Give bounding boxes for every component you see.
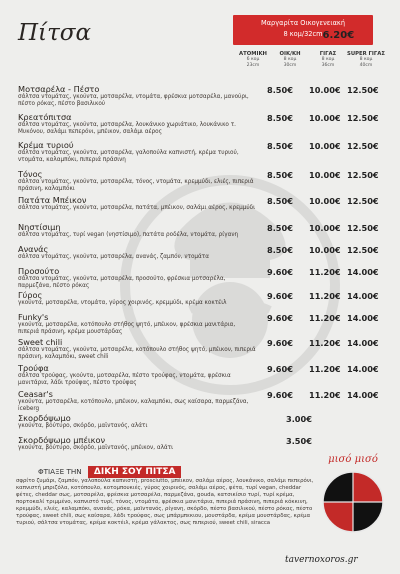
- item-description: γκούντα, μοτσαρέλα, κοτόπουλο στήθος ψητό, μπέικον, φρέσκια μανιτάρια, πιπεριά πράσινη, κρέμα μουστάρδας: [18, 322, 236, 336]
- item-name: Ceasar's: [18, 389, 53, 399]
- item-description: γκούντα, βούτυρο, σκόρδο, μαϊντανός, μπέικον, αλάτι: [18, 445, 174, 451]
- item-price: 9.60€: [267, 364, 293, 374]
- item-description: σάλτσα ντομάτας, γκούντα, μοτσαρέλα, προσούτο, φρέσκια μοτσαρέλα, παρμεζάνα, πέστο ρόκας: [18, 276, 226, 290]
- item-price: 8.50€: [267, 141, 293, 151]
- menu-item: [18, 290, 398, 307]
- size-slices: 8 κομ: [321, 57, 335, 62]
- item-price: 11.20€: [309, 267, 341, 277]
- item-description: σάλτσα ντομάτας, γκούντα, μοτσαρέλα, κοτόπουλο στήθος ψητό, μπέικον, πιπεριά πράσινη, καλαμπόκι, sweet chili: [18, 347, 256, 361]
- item-price: 14.00€: [347, 291, 379, 301]
- item-description: σάλτσα ντομάτας, γκούντα, μοτσαρέλα, γαλοπούλα καπνιστή, κρέμα τυριού, ντομάτα, καλαμπόκι, πιπεριά πράσινη: [18, 150, 239, 164]
- item-price: 9.60€: [267, 291, 293, 301]
- build-highlight: ΔΙΚΗ ΣΟΥ ΠΙΤΣΑ: [88, 466, 182, 478]
- item-name: Προσούτο: [18, 266, 60, 276]
- promo-banner: [233, 15, 373, 45]
- menu-item: [18, 413, 398, 430]
- miso-miso-logo: [320, 452, 386, 542]
- item-price: 8.50€: [267, 196, 293, 206]
- item-price: 12.50€: [347, 245, 379, 255]
- item-description: σάλτσα ντομάτας, γκούντα, μοτσαρέλα, ανανάς, ζαμπόν, ντομάτα: [18, 254, 209, 260]
- menu-item: [18, 435, 398, 452]
- item-description: σάλτσα ντομάτας, γκούντα, μοτσαρέλα, τόνος, ντομάτα, κρεμμύδι, ελιές, πιπεριά πράσινη, καλαμπόκι: [18, 179, 254, 193]
- item-price: 12.50€: [347, 196, 379, 206]
- item-price: 8.50€: [267, 113, 293, 123]
- item-price: 9.60€: [267, 267, 293, 277]
- size-name: SUPER ΓΙΓΑΣ: [347, 51, 385, 57]
- size-slices: 8 κομ: [359, 57, 373, 62]
- size-name: ΓΙΓΑΣ: [319, 51, 337, 57]
- item-name: Νηστίσιμη: [18, 222, 61, 232]
- item-price: 8.50€: [267, 223, 293, 233]
- item-price: 12.50€: [347, 113, 379, 123]
- item-name: Πατάτα Μπέικον: [18, 195, 87, 205]
- item-price: 10.00€: [309, 170, 341, 180]
- menu-item: [18, 244, 398, 261]
- size-slices: 6 κομ: [246, 57, 260, 62]
- size-column: [347, 51, 385, 69]
- item-name: Funky's: [18, 312, 49, 322]
- item-price: 12.50€: [347, 170, 379, 180]
- size-name: ΑΤΟΜΙΚΗ: [239, 51, 267, 57]
- item-price: 12.50€: [347, 141, 379, 151]
- website-watermark: tavernoxoros.gr: [285, 555, 358, 565]
- menu-item: [18, 140, 398, 165]
- menu-item: [18, 169, 398, 194]
- menu-item: [18, 112, 398, 137]
- item-description: γκούντα, βούτυρο, σκόρδο, μαϊντανός, αλάτι: [18, 423, 148, 429]
- item-description: γκούντα, μοτσαρέλα, ντομάτα, γύρος χοιρινός, κρεμμύδι, κρέμα κοκτέιλ: [18, 300, 227, 306]
- item-name: Κρεατόπιτσα: [18, 112, 72, 122]
- item-description: σάλτσα ντομάτας, γκούντα, μοτσαρέλα, λουκάνικο χωριάτικο, λουκάνικο τ. Μυκόνου, σαλάμι πεπερόνι, μπέικον, σαλάμι αέρος: [18, 122, 236, 136]
- size-cm: 36cm: [321, 63, 335, 68]
- item-price: 11.20€: [309, 364, 341, 374]
- item-name: Σκορδόψωμο: [18, 413, 71, 423]
- item-price: 14.00€: [347, 338, 379, 348]
- pizza-logo-icon: [320, 452, 386, 542]
- promo-line-2: [233, 30, 373, 41]
- item-description: γκούντα, μοτσαρέλα, κοτόπουλο, μπέικον, καλαμπόκι, σως καίσαρα, παρμεζάνα, iceberg: [18, 399, 249, 413]
- item-price: 14.00€: [347, 313, 379, 323]
- menu-item: [18, 337, 398, 362]
- size-column: [234, 51, 272, 69]
- item-description: σάλτσα ντομάτας, γκούντα, μοτσαρέλα, ντομάτα, φρέσκια μοτσαρέλα, μανούρι, πέστο ρόκας, πέστο βασιλικού: [18, 94, 249, 108]
- item-name: Sweet chili: [18, 337, 63, 347]
- item-price: 14.00€: [347, 267, 379, 277]
- item-price: 11.20€: [309, 313, 341, 323]
- item-price: 11.20€: [309, 338, 341, 348]
- item-name: Γύρος: [18, 290, 43, 300]
- menu-item: [18, 222, 398, 239]
- menu-item: [18, 389, 398, 414]
- menu-item: [18, 84, 398, 109]
- item-name: Κρέμα τυριού: [18, 140, 74, 150]
- item-price: 11.20€: [309, 390, 341, 400]
- build-your-own-header: [38, 466, 181, 478]
- item-name: Μοτσαρέλα - Πέστο: [18, 84, 100, 94]
- size-name: ΟΙΚ/ΚΗ: [279, 51, 301, 57]
- item-price: 10.00€: [309, 141, 341, 151]
- item-name: Τρούφα: [18, 363, 49, 373]
- item-price: 3.00€: [286, 414, 312, 424]
- item-price: 9.60€: [267, 313, 293, 323]
- menu-item: [18, 266, 398, 291]
- menu-item: [18, 312, 398, 337]
- item-price: 10.00€: [309, 245, 341, 255]
- item-name: Τόνος: [18, 169, 43, 179]
- size-column: [309, 51, 347, 69]
- item-description: σάλτσα ντομάτας, τυρί vegan (νηστίσιμο), πατάτα ροδέλα, ντομάτα, ρίγανη: [18, 232, 239, 238]
- item-description: σάλτσα τρούφας, γκούντα, μοτσαρέλα, πέστο τρούφας, ντομάτα, φρέσκια μανιτάρια, λάδι τρούφας, πέστο τρούφας: [18, 373, 231, 387]
- item-price: 10.00€: [309, 113, 341, 123]
- ingredients-text: σφρίτο ζυμάρι, ζαμπόν, γαλοπούλα καπνιστή, prosciutto, μπέικον, σαλάμι αέρος, λουκάνικο, σαλάμι πεπερόνι, καπνιστή μπριζόλα, κοτόπουλο, κοτομπουκιές, γύρος χοιρινός, σαλάμι αέρος, φέτα, τυρί vegan, cheddar φέτες, cheddar σως, μοτσαρέλα, φρέσκια μοτσαρέλα, παρμεζάνα, gouda, κατσικίσιο τυρί, τυρί κρέμα, πορτοκαλί τριμμένο, καπνιστό τυρί, τόνος, ντομάτα, φρέσκια μανιτάρια, πιπεριά πράσινη, πιπεριά κόκκινη, κρεμμύδι, ελιές, καλαμπόκι, ανανάς, ρόκα, μαϊντανός, ρίγανη, σκόρδο, πέστο βασιλικού, πέστο ρόκας, πέστο τρούφας, sweet chili, σως καίσαρα, λάδι τρούφας, σως μπάρμπεκιου, μουστάρδα, κρέμα μουστάρδας, κρέμα τυριού, σάλτσα ντομάτας, κρέμα κοκτέιλ, κρέμα γάλακτος, σως πιπεριού, sweet chili, siracca: [16, 478, 314, 526]
- item-price: 8.50€: [267, 170, 293, 180]
- item-price: 11.20€: [309, 291, 341, 301]
- page-title: Πίτσα: [18, 20, 92, 46]
- item-price: 14.00€: [347, 390, 379, 400]
- item-price: 3.50€: [286, 436, 312, 446]
- menu-item: [18, 195, 398, 212]
- size-slices: 8 κομ: [283, 57, 297, 62]
- size-column: [271, 51, 309, 69]
- item-price: 9.60€: [267, 338, 293, 348]
- item-price: 12.50€: [347, 85, 379, 95]
- item-price: 10.00€: [309, 196, 341, 206]
- item-price: 10.00€: [309, 85, 341, 95]
- item-price: 10.00€: [309, 223, 341, 233]
- item-price: 8.50€: [267, 85, 293, 95]
- promo-size: 8 κομ/32cm: [283, 30, 323, 38]
- promo-line-1: Μαργαρίτα Οικογενειακή: [261, 19, 345, 27]
- build-prefix: ΦΤΙΑΞΕ ΤΗΝ: [38, 467, 82, 476]
- promo-price: 6.20€: [322, 30, 355, 41]
- item-price: 12.50€: [347, 223, 379, 233]
- item-price: 8.50€: [267, 245, 293, 255]
- item-price: 9.60€: [267, 390, 293, 400]
- item-name: Ανανάς: [18, 244, 49, 254]
- item-description: σάλτσα ντομάτας, γκούντα, μοτσαρέλα, πατάτα, μπέικον, σαλάμι αέρος, κρεμμύδι: [18, 205, 256, 211]
- size-cm: 23cm: [246, 63, 260, 68]
- item-name: Σκορδόψωμο μπέικον: [18, 435, 106, 445]
- size-cm: 30cm: [283, 63, 297, 68]
- menu-item: [18, 363, 398, 388]
- size-cm: 40cm: [359, 63, 373, 68]
- item-price: 14.00€: [347, 364, 379, 374]
- logo-text: μισό μισό: [328, 454, 378, 465]
